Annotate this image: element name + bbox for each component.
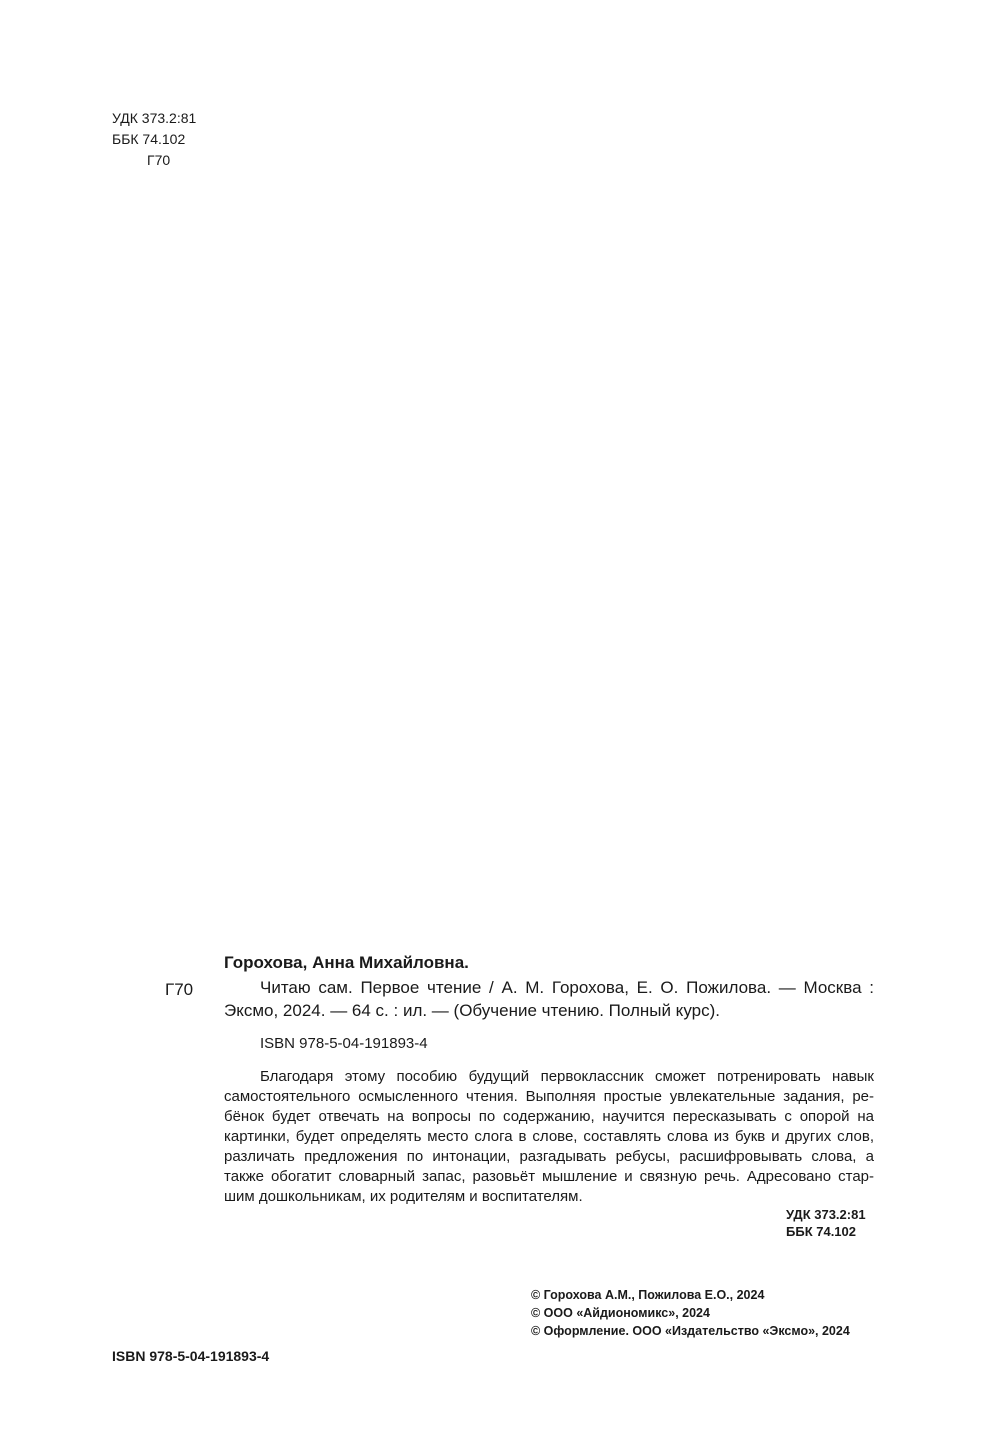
copyright-line: © Горохова А.М., Пожилова Е.О., 2024 xyxy=(531,1288,765,1302)
copyright-line: © ООО «Айдиономикс», 2024 xyxy=(531,1306,710,1320)
header-classification-codes xyxy=(112,108,196,171)
bbk-code: ББК 74.102 xyxy=(112,131,186,147)
copyright-block xyxy=(531,1286,850,1340)
bibliographic-record xyxy=(224,952,874,1207)
bottom-classification-codes xyxy=(786,1206,866,1240)
footer-isbn: ISBN 978-5-04-191893-4 xyxy=(112,1348,270,1364)
record-annotation: Благодаря этому пособию будущий первоклассник сможет потренировать навык самостоятельного осмысленного чтения. Выполняя простые увлекательные задания, ре-бёнок будет отвечать на вопросы по содержанию, научится пересказывать с опорой на картинки, будет определять место слога в слове, составлять слова из букв и других слов, различать предложения по интонации, разгадывать ребусы, расшифровывать слова, а также обогатит словарный запас, разовьёт мышление и связную речь. Адресовано стар-шим дошкольникам, их родителям и воспитателям. xyxy=(224,1068,874,1205)
record-isbn: ISBN 978-5-04-191893-4 xyxy=(260,1035,428,1052)
side-author-sign: Г70 xyxy=(165,980,194,999)
bottom-bbk-code: ББК 74.102 xyxy=(786,1224,856,1239)
author-sign: Г70 xyxy=(147,152,171,168)
copyright-line: © Оформление. ООО «Издательство «Эксмо», 2024 xyxy=(531,1324,850,1338)
record-citation: Читаю сам. Первое чтение / А. М. Горохова, Е. О. Пожилова. — Москва : Эксмо, 2024. — 64 с. : ил. — (Обучение чтению. Полный курс). xyxy=(224,978,874,1020)
udk-code: УДК 373.2:81 xyxy=(112,110,197,126)
bottom-udk-code: УДК 373.2:81 xyxy=(786,1207,866,1222)
record-author: Горохова, Анна Михайловна. xyxy=(224,953,469,972)
